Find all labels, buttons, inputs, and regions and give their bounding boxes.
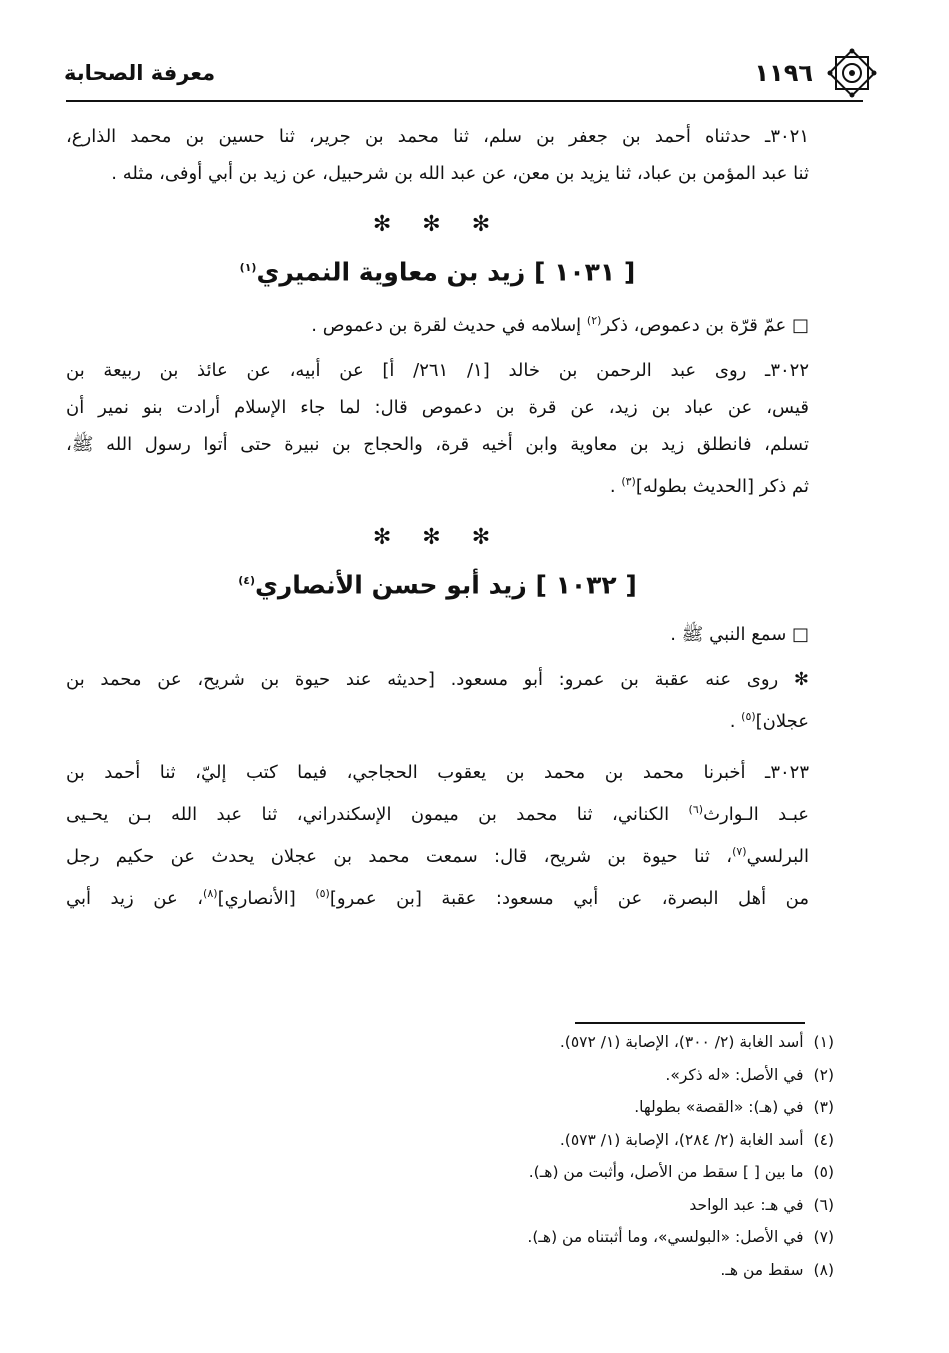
footnote-text: في (هـ): «القصة» بطولها. [634,1098,804,1116]
section-separator: ✻ ✻ ✻ [372,212,503,237]
intro-text: إسلامه في حديث لقرة بن دعموص . [311,315,587,337]
line-text: ، عن زيد أبي [66,887,204,909]
footnote-number: (١) [813,1033,834,1051]
line-text: عجلان] [755,710,809,732]
page-header [64,48,869,98]
entry-1031-title-text: [ ١٠٣١ ] زيد بن معاوية النميري [256,257,636,287]
hadith-3021-line-1: ٣٠٢١ـ حدثناه أحمد بن جعفر بن سلم، ثنا محمد بن جرير، ثنا حسين بن محمد الذارع، [66,126,809,147]
footnote-text: في الأصل: «له ذكر». [665,1065,804,1084]
line-text: . [609,476,622,498]
footnote-text: أسد الغابة (٢/ ٢٨٤)، الإصابة (١/ ٥٧٣). [559,1130,804,1149]
footnote-text: أسد الغابة (٢/ ٣٠٠)، الإصابة (١/ ٥٧٢). [559,1033,804,1051]
entry-1032-title [66,562,809,603]
section-separator: ✻ ✻ ✻ [372,525,503,551]
footnote-7 [100,1221,834,1254]
intro-text: □ عمّ قرّة بن دعموص، ذكر [601,315,809,337]
hadith-3023-line-3 [66,833,809,875]
hadith-3023-line-2 [66,791,809,833]
hadith-3021-line-2: ثنا عبد المؤمن بن عباد، ثنا يزيد بن معن، عن عبد الله بن شرحبيل، عن زيد بن أبي أوفى، مثله . [111,163,809,184]
footnote-ref: (٣) [621,475,636,489]
footnote-ref: (٧) [732,844,747,858]
hadith-3022-line-1: ٣٠٢٢ـ روى عبد الرحمن بن خالد [١/ ٢٦١/ أ] عن أبيه، عن عائذ بن ربيعة بن [66,360,809,382]
line-text: [الأنصاري] [217,887,316,909]
entry-1032-title-text: [ ١٠٣٢ ] زيد أبو حسن الأنصاري [254,570,637,600]
footnote-text: في هـ: عبد الواحد [689,1195,804,1214]
footnote-4 [100,1124,834,1157]
footnote-ref: (٨) [203,886,218,900]
entry-1031-title [66,249,809,290]
page-number: ١١٩٦ [754,59,813,87]
line-text: البرلسي [746,845,809,867]
hadith-3023-line-4 [66,875,809,917]
footnote-ref: (٥) [315,886,330,900]
line-text: ، ثنا حيوة بن شريح، قال: سمعت محمد بن عجلان يحدث عن حكيم رجل [66,845,733,867]
entry-1031-intro [66,302,809,344]
footnote-2 [100,1059,834,1092]
footnote-number: (٦) [813,1195,834,1214]
footnote-text: في الأصل: «البولسي»، وما أثبتناه من (هـ). [527,1228,804,1246]
footnotes [100,1026,834,1286]
line-text: ثم ذكر [الحديث بطوله] [635,476,809,498]
footnote-8 [100,1254,834,1287]
footnote-3 [100,1091,834,1124]
running-title: معرفة الصحابة [64,61,216,85]
footnote-5 [100,1156,834,1189]
footnote-6 [100,1189,834,1222]
entry-1032-intro: □ سمع النبي ﷺ . [670,623,809,645]
hadith-3023-line-1: ٣٠٢٣ـ أخبرنا محمد بن محمد بن يعقوب الحجاجي، فيما كتب إليّ، ثنا أحمد بن [66,761,809,783]
hadith-3022-line-3: تسلم، فانطلق زيد بن معاوية وابن أخيه قرة، والحجاج بن نبيرة حتى أتوا رسول الله ﷺ، [66,434,809,456]
line-text: من أهل البصرة، عن أبي مسعود: عقبة [بن عمرو] [329,887,809,909]
footnote-separator [575,1022,805,1024]
footnote-number: (٨) [813,1260,834,1279]
footnote-1 [100,1026,834,1059]
line-text: . [729,710,742,732]
footnote-ref: (٤) [238,574,255,588]
line-text: الكناني، ثنا محمد بن ميمون الإسكندراني، ثنا عبد الله بـن يحـيى [66,803,689,825]
footnote-ref: (٥) [741,709,756,723]
footnote-ref: (١) [239,261,257,274]
footnote-ref: (٢) [586,314,602,328]
footnote-number: (٤) [813,1130,834,1149]
footnote-number: (٢) [813,1065,834,1084]
star-ornament-icon [825,46,879,100]
line-text: عبـد الـوارث [703,803,810,825]
hadith-3022-line-4 [66,463,809,505]
footnote-number: (٧) [813,1228,834,1246]
main-text [66,118,809,917]
footnote-text: سقط من هـ. [720,1260,804,1279]
narrators-line-1: ✻ روى عنه عقبة بن عمرو: أبو مسعود. [حديثه عند حيوة بن شريح، عن محمد بن [66,668,809,690]
hadith-3022-line-2: قيس، عن عباد بن زيد، عن قرة بن دعموص قال: لما جاء الإسلام أرادت بنو نمير أن [66,397,809,419]
header-rule [66,100,863,102]
footnote-ref: (٦) [688,802,704,816]
footnote-text: ما بين [ ] سقط من الأصل، وأثبت من (هـ). [528,1163,804,1181]
narrators-line-2 [66,698,809,740]
footnote-number: (٥) [813,1163,834,1181]
footnote-number: (٣) [813,1098,834,1116]
